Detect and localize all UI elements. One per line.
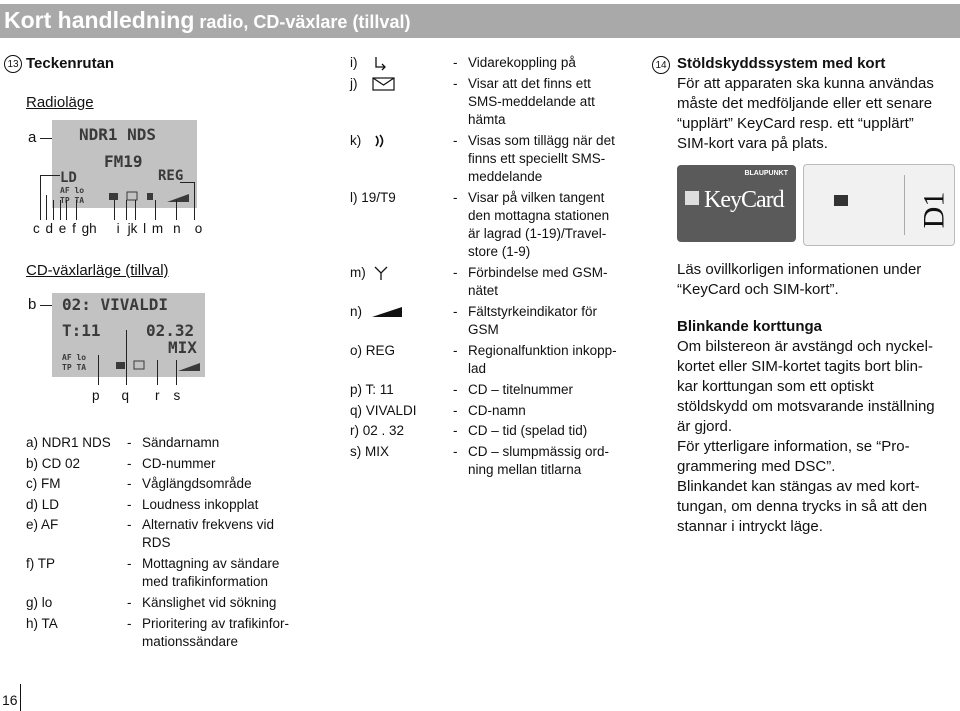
radio-mode-heading: Radioläge — [26, 94, 94, 111]
legend-value: Visas som tillägg när det — [468, 132, 615, 148]
legend-value: Vidarekoppling på — [468, 55, 576, 70]
arrow-return-icon — [372, 55, 388, 76]
legend-dash: - — [127, 435, 132, 450]
legend-key: s) MIX — [350, 444, 389, 459]
legend-value: Våglängdsområde — [142, 476, 252, 491]
sim-card-image — [803, 164, 955, 246]
legend-value: ning mellan titlarna — [468, 462, 582, 477]
blinking-tongue-text: Om bilstereon är avstängd och nyckel- kortet eller SIM-kortet tagits bort blin- kar korttungan som ett optiskt stöldskydd om motsvarande inställning är gjord. För ytterligare information, se “Pro- grammering med DSC”. Blinkandet kan stängas av med kort- tungan, om denna trycks in så att den stannar i intryckt läge. — [677, 338, 935, 535]
legend-dash: - — [127, 455, 132, 471]
legend-value: Visar på vilken tangent — [468, 189, 605, 205]
legend-key: l) 19/T9 — [350, 189, 396, 205]
legend-value: CD-nummer — [142, 455, 216, 471]
lcd-af: AF lo — [60, 186, 85, 195]
sim-chip-icon — [834, 195, 848, 206]
legend-key: a) NDR1 NDS — [26, 435, 111, 450]
legend-value: är lagrad (1-19)/Travel- — [468, 225, 607, 241]
legend-middle — [350, 54, 650, 494]
legend-key: h) TA — [26, 615, 58, 631]
legend-value: lad — [468, 361, 487, 376]
legend-key: n) — [350, 304, 363, 320]
antenna-icon — [372, 265, 390, 286]
legend-value: Visar att det finns ett — [468, 75, 591, 91]
lcd-loudness: LD — [60, 170, 77, 186]
legend-value: SMS-meddelande att — [468, 93, 595, 109]
legend-value: Alternativ frekvens vid — [142, 517, 275, 532]
envelope-icon — [372, 76, 396, 97]
signal-waves-icon — [372, 133, 388, 154]
legend-dash: - — [453, 55, 458, 70]
lcd-station-name: NDR1 NDS — [79, 125, 157, 144]
legend-value: CD – titelnummer — [468, 381, 574, 397]
legend-value: meddelande — [468, 168, 543, 184]
lcd-cd-letters: p q r s — [92, 388, 181, 403]
lcd-cd-title: T:11 — [62, 321, 101, 340]
lcd-cd-time: 02.32 — [146, 321, 195, 340]
legend-value: Förbindelse med GSM- — [468, 265, 608, 281]
legend-key: j) — [350, 75, 358, 91]
lcd-status-icons — [107, 190, 192, 204]
legend-value: store (1-9) — [468, 243, 531, 259]
page-number: 16 — [2, 692, 18, 708]
section-number-14: 14 — [652, 56, 670, 74]
legend-value: den mottagna stationen — [468, 207, 610, 223]
legend-value-cont: RDS — [142, 535, 171, 550]
legend-dash: - — [127, 595, 132, 610]
lcd-cd-mix: MIX — [168, 338, 197, 357]
legend-key: f) TP — [26, 556, 56, 571]
blinking-tongue-heading: Blinkande korttunga — [677, 318, 823, 335]
legend-left — [26, 434, 316, 654]
keycard-info-note: Läs ovillkorligen informationen under “KeyCard och SIM-kort”. — [677, 261, 922, 298]
lcd-cd-name: 02: VIVALDI — [62, 295, 168, 314]
page-title: Kort handledning radio, CD-växlare (tillval) — [4, 7, 411, 33]
legend-dash: - — [453, 189, 458, 205]
legend-value: Prioritering av trafikinfor- — [142, 615, 290, 631]
legend-dash: - — [453, 402, 458, 418]
theft-protection-intro: För att apparaten ska kunna användas måste det medföljande eller ett senare “upplärt” KeyCard resp. ett “upplärt” SIM-kort vara på plats. — [677, 75, 934, 152]
legend-dash: - — [127, 496, 132, 512]
keycard-chip-icon — [685, 191, 699, 205]
cd-mode-heading: CD-växlarläge (tillval) — [26, 262, 169, 279]
legend-key: m) — [350, 265, 366, 281]
lcd-cd-display — [52, 293, 205, 377]
lcd-frequency-band: FM19 — [104, 152, 143, 171]
lcd-cd-af: AF lo — [62, 353, 87, 362]
page-header-banner — [0, 4, 960, 38]
legend-value: Mottagning av sändare — [142, 556, 280, 571]
page-number-box — [0, 684, 21, 711]
legend-dash: - — [453, 304, 458, 320]
keycard-label: KeyCard — [704, 187, 784, 213]
lcd-regional: REG — [158, 168, 184, 184]
legend-key: d) LD — [26, 496, 60, 512]
legend-key: p) T: 11 — [350, 381, 394, 397]
legend-key: i) — [350, 55, 358, 70]
legend-value: nätet — [468, 283, 499, 299]
legend-dash: - — [127, 517, 132, 532]
section-number-13: 13 — [4, 55, 22, 73]
legend-key: c) FM — [26, 476, 61, 491]
keycard-brand: BLAUPUNKT — [744, 170, 788, 177]
legend-value-cont: med trafikinformation — [142, 574, 269, 589]
legend-dash: - — [127, 556, 132, 571]
legend-dash: - — [453, 381, 458, 397]
legend-dash: - — [453, 343, 458, 358]
legend-key: k) — [350, 132, 362, 148]
legend-value: Regionalfunktion inkopp- — [468, 343, 617, 358]
legend-value: Fältstyrkeindikator för — [468, 304, 598, 320]
legend-dash: - — [453, 75, 458, 91]
legend-value: finns ett speciellt SMS- — [468, 150, 606, 166]
legend-dash: - — [453, 444, 458, 459]
legend-value-cont: mationssändare — [142, 633, 239, 649]
legend-dash: - — [127, 615, 132, 631]
legend-value: GSM — [468, 322, 499, 338]
lcd-cd-label: b — [28, 296, 37, 313]
legend-key: e) AF — [26, 517, 59, 532]
legend-dash: - — [453, 423, 458, 439]
legend-dash: - — [453, 265, 458, 281]
legend-key: r) 02 . 32 — [350, 423, 405, 439]
legend-value: Sändarnamn — [142, 435, 220, 450]
legend-key: b) CD 02 — [26, 455, 81, 471]
legend-value: CD-namn — [468, 402, 526, 418]
lcd-radio-display — [52, 120, 197, 208]
legend-value: Loudness inkopplat — [142, 496, 259, 512]
section-title-stoldskydd: Stöldskyddssystem med kort — [677, 55, 886, 72]
legend-key: o) REG — [350, 343, 396, 358]
lcd-radio-letters: c d e f gh i jk l m n o — [33, 221, 203, 236]
keycard-image — [677, 165, 796, 242]
lcd-cd-tp-ta: TP TA — [62, 363, 87, 372]
sim-card-label: D1 — [917, 191, 951, 229]
signal-bars-icon — [370, 304, 404, 323]
legend-value: hämta — [468, 111, 506, 127]
legend-value: CD – tid (spelad tid) — [468, 423, 588, 439]
legend-key: g) lo — [26, 595, 53, 610]
legend-dash: - — [453, 132, 458, 148]
legend-dash: - — [127, 476, 132, 491]
legend-value: Känslighet vid sökning — [142, 595, 277, 610]
legend-key: q) VIVALDI — [350, 402, 417, 418]
lcd-tp-ta: TP TA — [60, 196, 85, 205]
section-title-teckenrutan: Teckenrutan — [26, 55, 115, 72]
legend-value: CD – slumpmässig ord- — [468, 444, 610, 459]
lcd-radio-label: a — [28, 129, 37, 146]
